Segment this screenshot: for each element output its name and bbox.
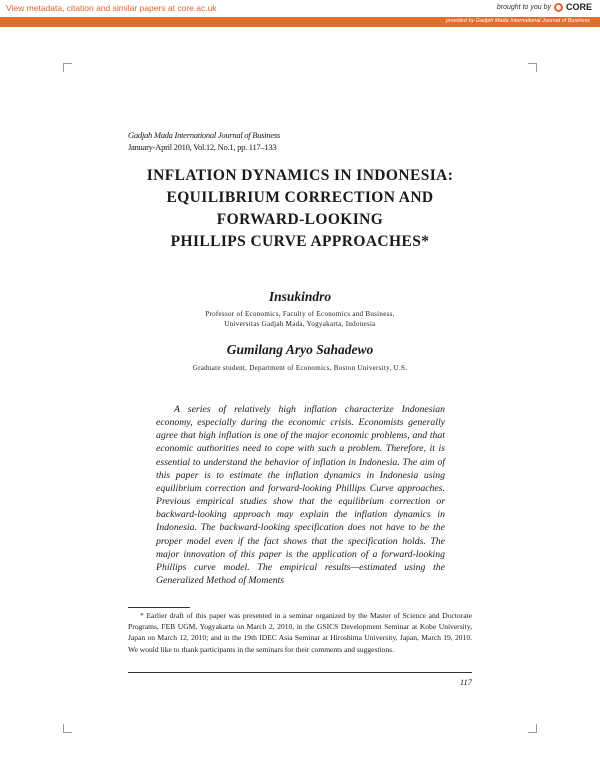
author-name: Gumilang Aryo Sahadewo [226, 342, 374, 357]
footnote-text: * Earlier draft of this paper was presented in a seminar organized by the Master of Science and Doctorate Programs, FEB UGM, Yogyakarta on March 2, 2010, in the GSICS Development Seminar at Kobe University, Japan on March 12, 2010; and in the 19th IDEC Asia Seminar at Hiroshima University, Japan, March 19, 2010. We would like to thank participants in the seminars for their comments and suggestions. [128, 611, 472, 654]
page-bottom-rule [128, 672, 472, 673]
paper-title [128, 165, 472, 253]
abstract-text: A series of relatively high inflation characterize Indonesian economy, especially during the economic crisis. Economists generally agree that high inflation is one of the major economic problems, and that economic authorities need to cope with such a problem. Therefore, it is essential to understand the behavior of inflation in Indonesia. The aim of this paper is to estimate the inflation dynamics in Indonesia using equilibrium correction and forward-looking Phillips Curve approaches. Previous empirical studies show that the equilibrium correction or backward-looking approach may explain the inflation dynamics in Indonesia. The backward-looking specification does not have to be the proper model even if the fact shows that the specification holds. The major innovation of this paper is the application of a forward-looking Phillips curve model. The empirical results—estimated using the Generalized Method of Moments [156, 404, 445, 587]
author-affiliation [128, 363, 472, 373]
crop-mark-top-left [63, 63, 72, 72]
page-number: 117 [459, 677, 472, 687]
brought-by-label: brought to you by [496, 3, 551, 11]
title-line: INFLATION DYNAMICS IN INDONESIA: [146, 167, 454, 184]
crop-mark-bottom-left [63, 724, 72, 733]
journal-header [128, 129, 280, 153]
provided-by-label[interactable]: provided by Gadjah Mada International Journal of Business [445, 18, 590, 24]
journal-name: Gadjah Mada International Journal of Business [128, 130, 280, 140]
affiliation-line: Universitas Gadjah Mada, Yogyakarta, Indonesia [224, 320, 376, 328]
footnote-divider [128, 607, 190, 608]
title-line: FORWARD-LOOKING [216, 211, 384, 228]
core-logo-icon [554, 3, 563, 12]
provider-bar [0, 17, 600, 27]
brought-to-you-by[interactable] [497, 2, 592, 12]
crop-mark-bottom-right [528, 724, 537, 733]
core-top-banner [0, 0, 600, 17]
view-metadata-link[interactable]: View metadata, citation and similar papers at core.ac.uk [6, 3, 217, 13]
crop-mark-top-right [528, 63, 537, 72]
affiliation-line: Professor of Economics, Faculty of Economics and Business, [205, 310, 395, 318]
core-label: CORE [565, 2, 592, 12]
title-line: PHILLIPS CURVE APPROACHES* [170, 233, 430, 250]
journal-issue: January-April 2010, Vol.12, No.1, pp. 117–133 [128, 142, 277, 152]
author-name: Insukindro [268, 289, 332, 304]
affiliation-line: Graduate student, Department of Economics, Boston University, U.S. [192, 364, 408, 372]
author-affiliation [128, 309, 472, 329]
title-line: EQUILIBRIUM CORRECTION AND [166, 189, 434, 206]
